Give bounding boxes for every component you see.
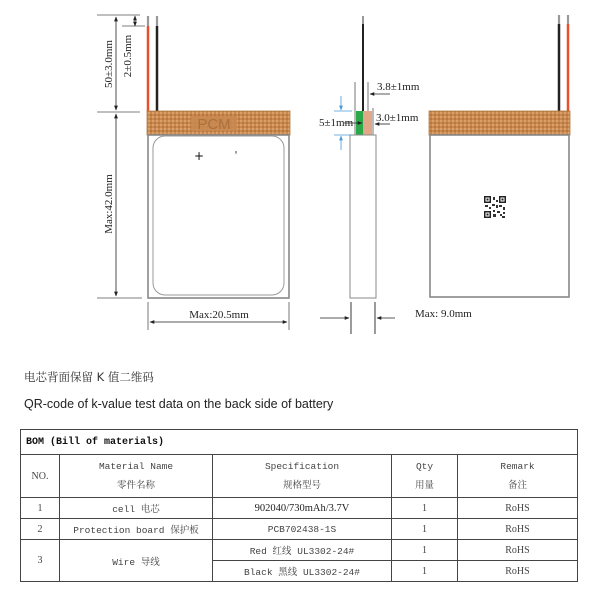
row-material-name: Protection board 保护板 <box>60 519 213 540</box>
dim-pcm-height: 5±1mm <box>319 117 354 129</box>
header-material-name <box>60 455 213 498</box>
bom-title: BOM (Bill of materials) <box>21 430 578 455</box>
header-no: NO. <box>21 455 60 498</box>
qr-note-english: QR-code of k-value test data on the back side of battery <box>24 397 334 411</box>
bom-table <box>20 429 578 582</box>
dim-strip-length: 2±0.5mm <box>122 34 134 78</box>
header-qty-cn: 用量 <box>414 480 434 491</box>
header-specification-cn: 规格型号 <box>282 480 321 491</box>
qr-note-chinese: 电芯背面保留 K 值二维码 <box>24 370 154 384</box>
row-material-name: Wire 导线 <box>60 540 213 582</box>
row-specification: PCB702438-1S <box>213 519 392 540</box>
row-specification: Red 红线 UL3302-24# <box>213 540 392 561</box>
front-view <box>97 15 290 330</box>
header-remark <box>458 455 578 498</box>
header-qty-en: Qty <box>415 461 434 472</box>
negative-terminal-mark: ' <box>234 150 238 161</box>
positive-terminal-mark: + <box>193 149 205 163</box>
back-view <box>429 15 570 297</box>
dim-tab-width-top: 3.8±1mm <box>377 81 420 93</box>
header-qty <box>392 455 458 498</box>
row-qty: 1 <box>392 561 458 582</box>
table-row <box>21 498 578 519</box>
dim-wire-length: 50±3.0mm <box>103 40 115 88</box>
row-qty: 1 <box>392 519 458 540</box>
header-remark-en: Remark <box>500 461 535 472</box>
dim-tab-width: 3.0±1mm <box>376 112 419 124</box>
dim-thickness: Max: 9.0mm <box>415 308 472 320</box>
row-remark: RoHS <box>458 561 578 582</box>
cell-inner <box>153 136 284 295</box>
table-row <box>21 519 578 540</box>
row-remark: RoHS <box>458 498 578 519</box>
dim-width: Max:20.5mm <box>189 309 249 321</box>
row-specification: Black 黑线 UL3302-24# <box>213 561 392 582</box>
pcm-label: PCM <box>197 116 231 133</box>
table-row <box>21 540 578 561</box>
row-qty: 1 <box>392 498 458 519</box>
qr-code <box>484 196 506 218</box>
header-material-name-en: Material Name <box>98 461 174 472</box>
header-remark-cn: 备注 <box>507 480 527 491</box>
row-qty: 1 <box>392 540 458 561</box>
header-material-name-cn: 零件名称 <box>116 480 155 491</box>
pcm-tape-back <box>429 111 570 135</box>
row-material-name: cell 电芯 <box>60 498 213 519</box>
bom-header-row <box>21 455 578 498</box>
row-remark: RoHS <box>458 519 578 540</box>
row-no: 1 <box>21 498 60 519</box>
row-no: 2 <box>21 519 60 540</box>
dim-height: Max:42.0mm <box>103 174 115 234</box>
row-remark: RoHS <box>458 540 578 561</box>
cell-side <box>350 135 376 298</box>
row-specification: 902040/730mAh/3.7V <box>213 498 392 519</box>
row-no: 3 <box>21 540 60 582</box>
header-specification <box>213 455 392 498</box>
header-specification-en: Specification <box>264 461 340 472</box>
pcm-tape-side <box>363 111 372 135</box>
